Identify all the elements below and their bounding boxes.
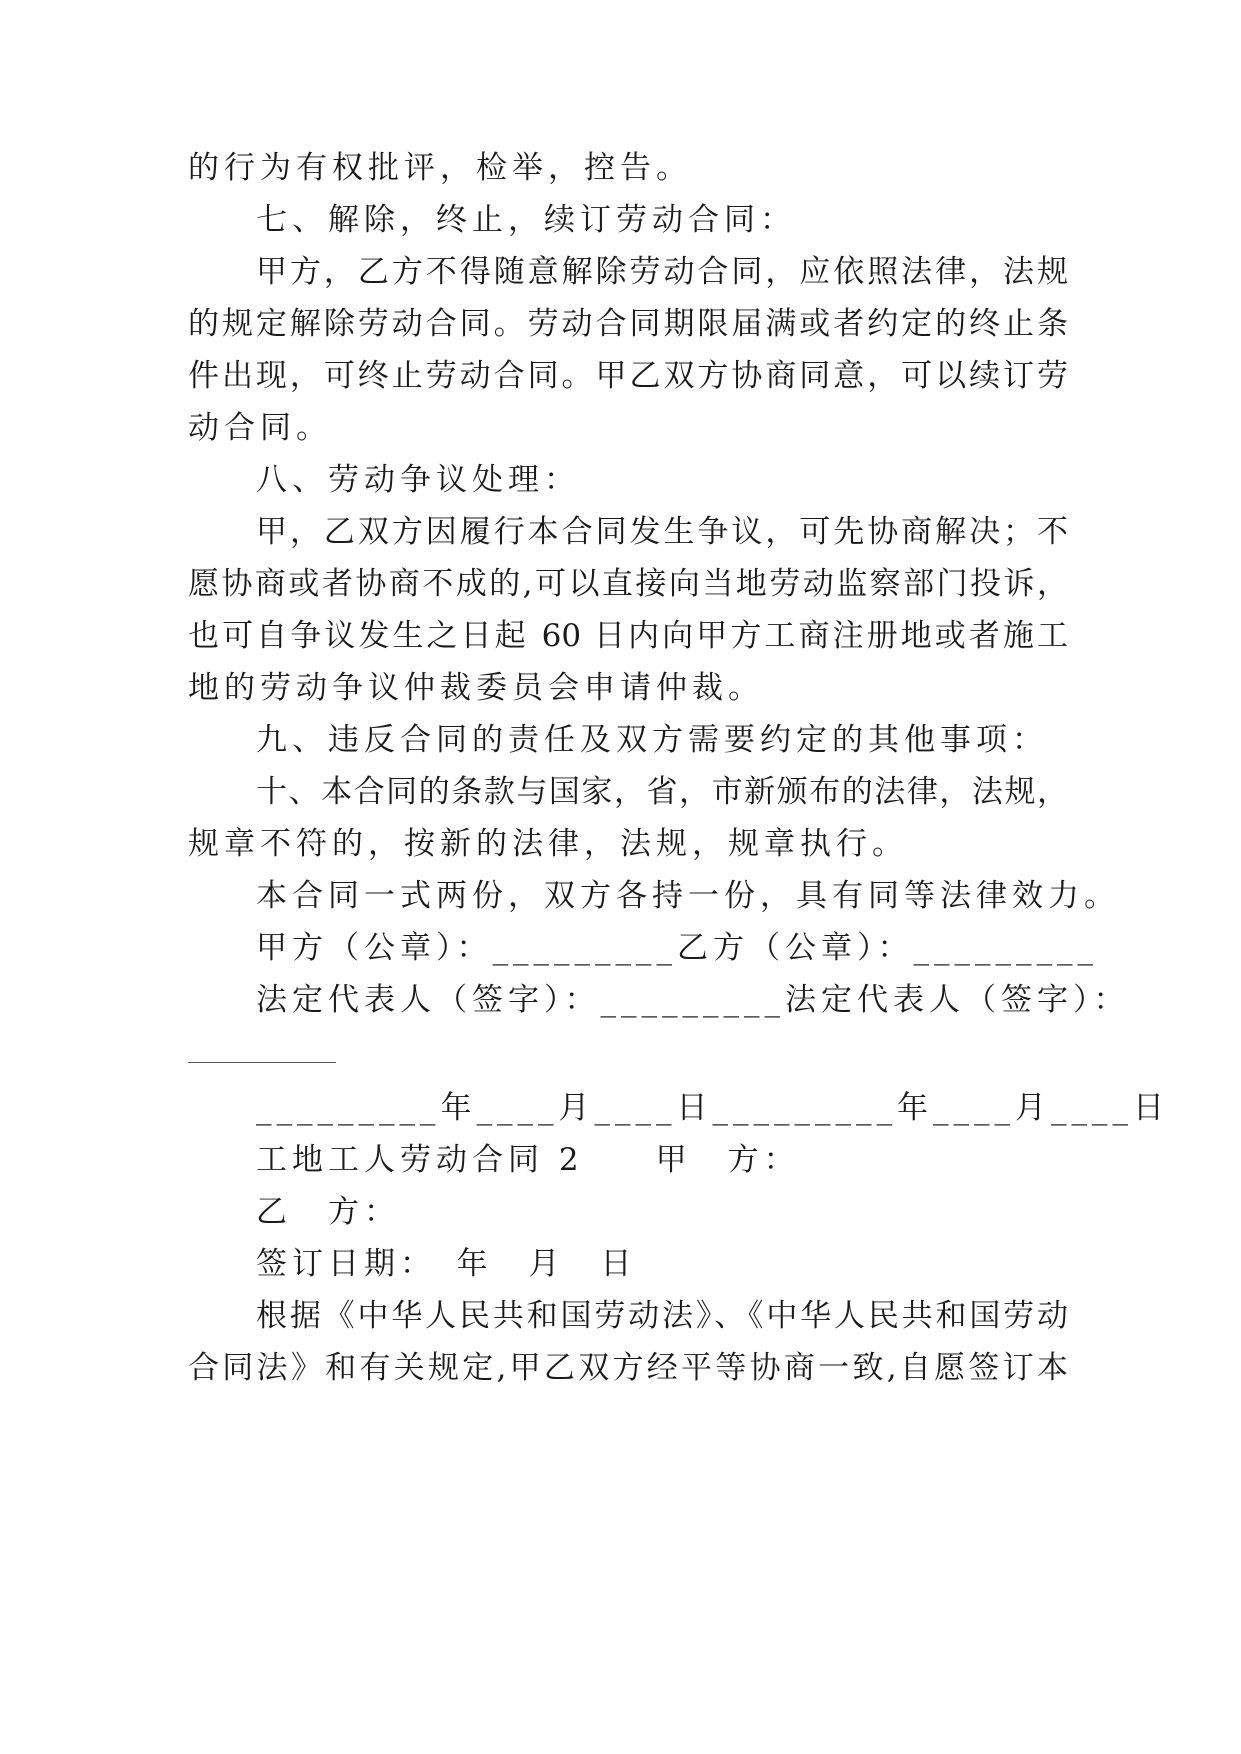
text-line: 也可自争议发生之日起 60 日内向甲方工商注册地或者施工 [188,618,1068,654]
section-heading-8: 八、劳动争议处理： [256,462,580,498]
text-line: 的行为有权批评，检举，控告。 [188,150,692,186]
date-line: _________年____月____日_________年____月____日 [256,1090,1169,1126]
signature-blank [188,1062,336,1063]
text-line: 愿协商或者协商不成的,可以直接向当地劳动监察部门投诉， [188,566,1068,602]
section-heading-10: 十、本合同的条款与国家，省，市新颁布的法律，法规， [256,774,1068,810]
signature-line-party: 甲方（公章）：_________乙方（公章）：_________ [256,930,1098,966]
text-line: 动合同。 [188,410,332,446]
party-b-line: 乙 方： [256,1194,400,1230]
section-heading-7: 七、解除，终止，续订劳动合同： [256,202,796,238]
signature-line-representative: 法定代表人（签字）：_________法定代表人（签字）： [256,982,1130,1018]
text-line: 甲方，乙方不得随意解除劳动合同，应依照法律，法规 [256,254,1068,290]
signing-date-line: 签订日期： 年 月 日 [256,1246,637,1282]
text-line: 本合同一式两份，双方各持一份，具有同等法律效力。 [256,878,1120,914]
text-line: 的规定解除劳动合同。劳动合同期限届满或者约定的终止条 [188,306,1068,342]
text-line: 规章不符的，按新的法律，法规，规章执行。 [188,826,908,862]
contract-title: 工地工人劳动合同 2 甲 方： [256,1142,800,1178]
text-line: 甲，乙双方因履行本合同发生争议，可先协商解决；不 [256,514,1068,550]
text-line: 根据《中华人民共和国劳动法》、《中华人民共和国劳动 [256,1298,1068,1334]
section-heading-9: 九、违反合同的责任及双方需要约定的其他事项： [256,722,1048,758]
text-line: 合同法》和有关规定,甲乙双方经平等协商一致,自愿签订本 [188,1350,1068,1386]
text-line: 地的劳动争议仲裁委员会申请仲裁。 [188,670,764,706]
text-line: 件出现，可终止劳动合同。甲乙双方协商同意，可以续订劳 [188,358,1068,394]
